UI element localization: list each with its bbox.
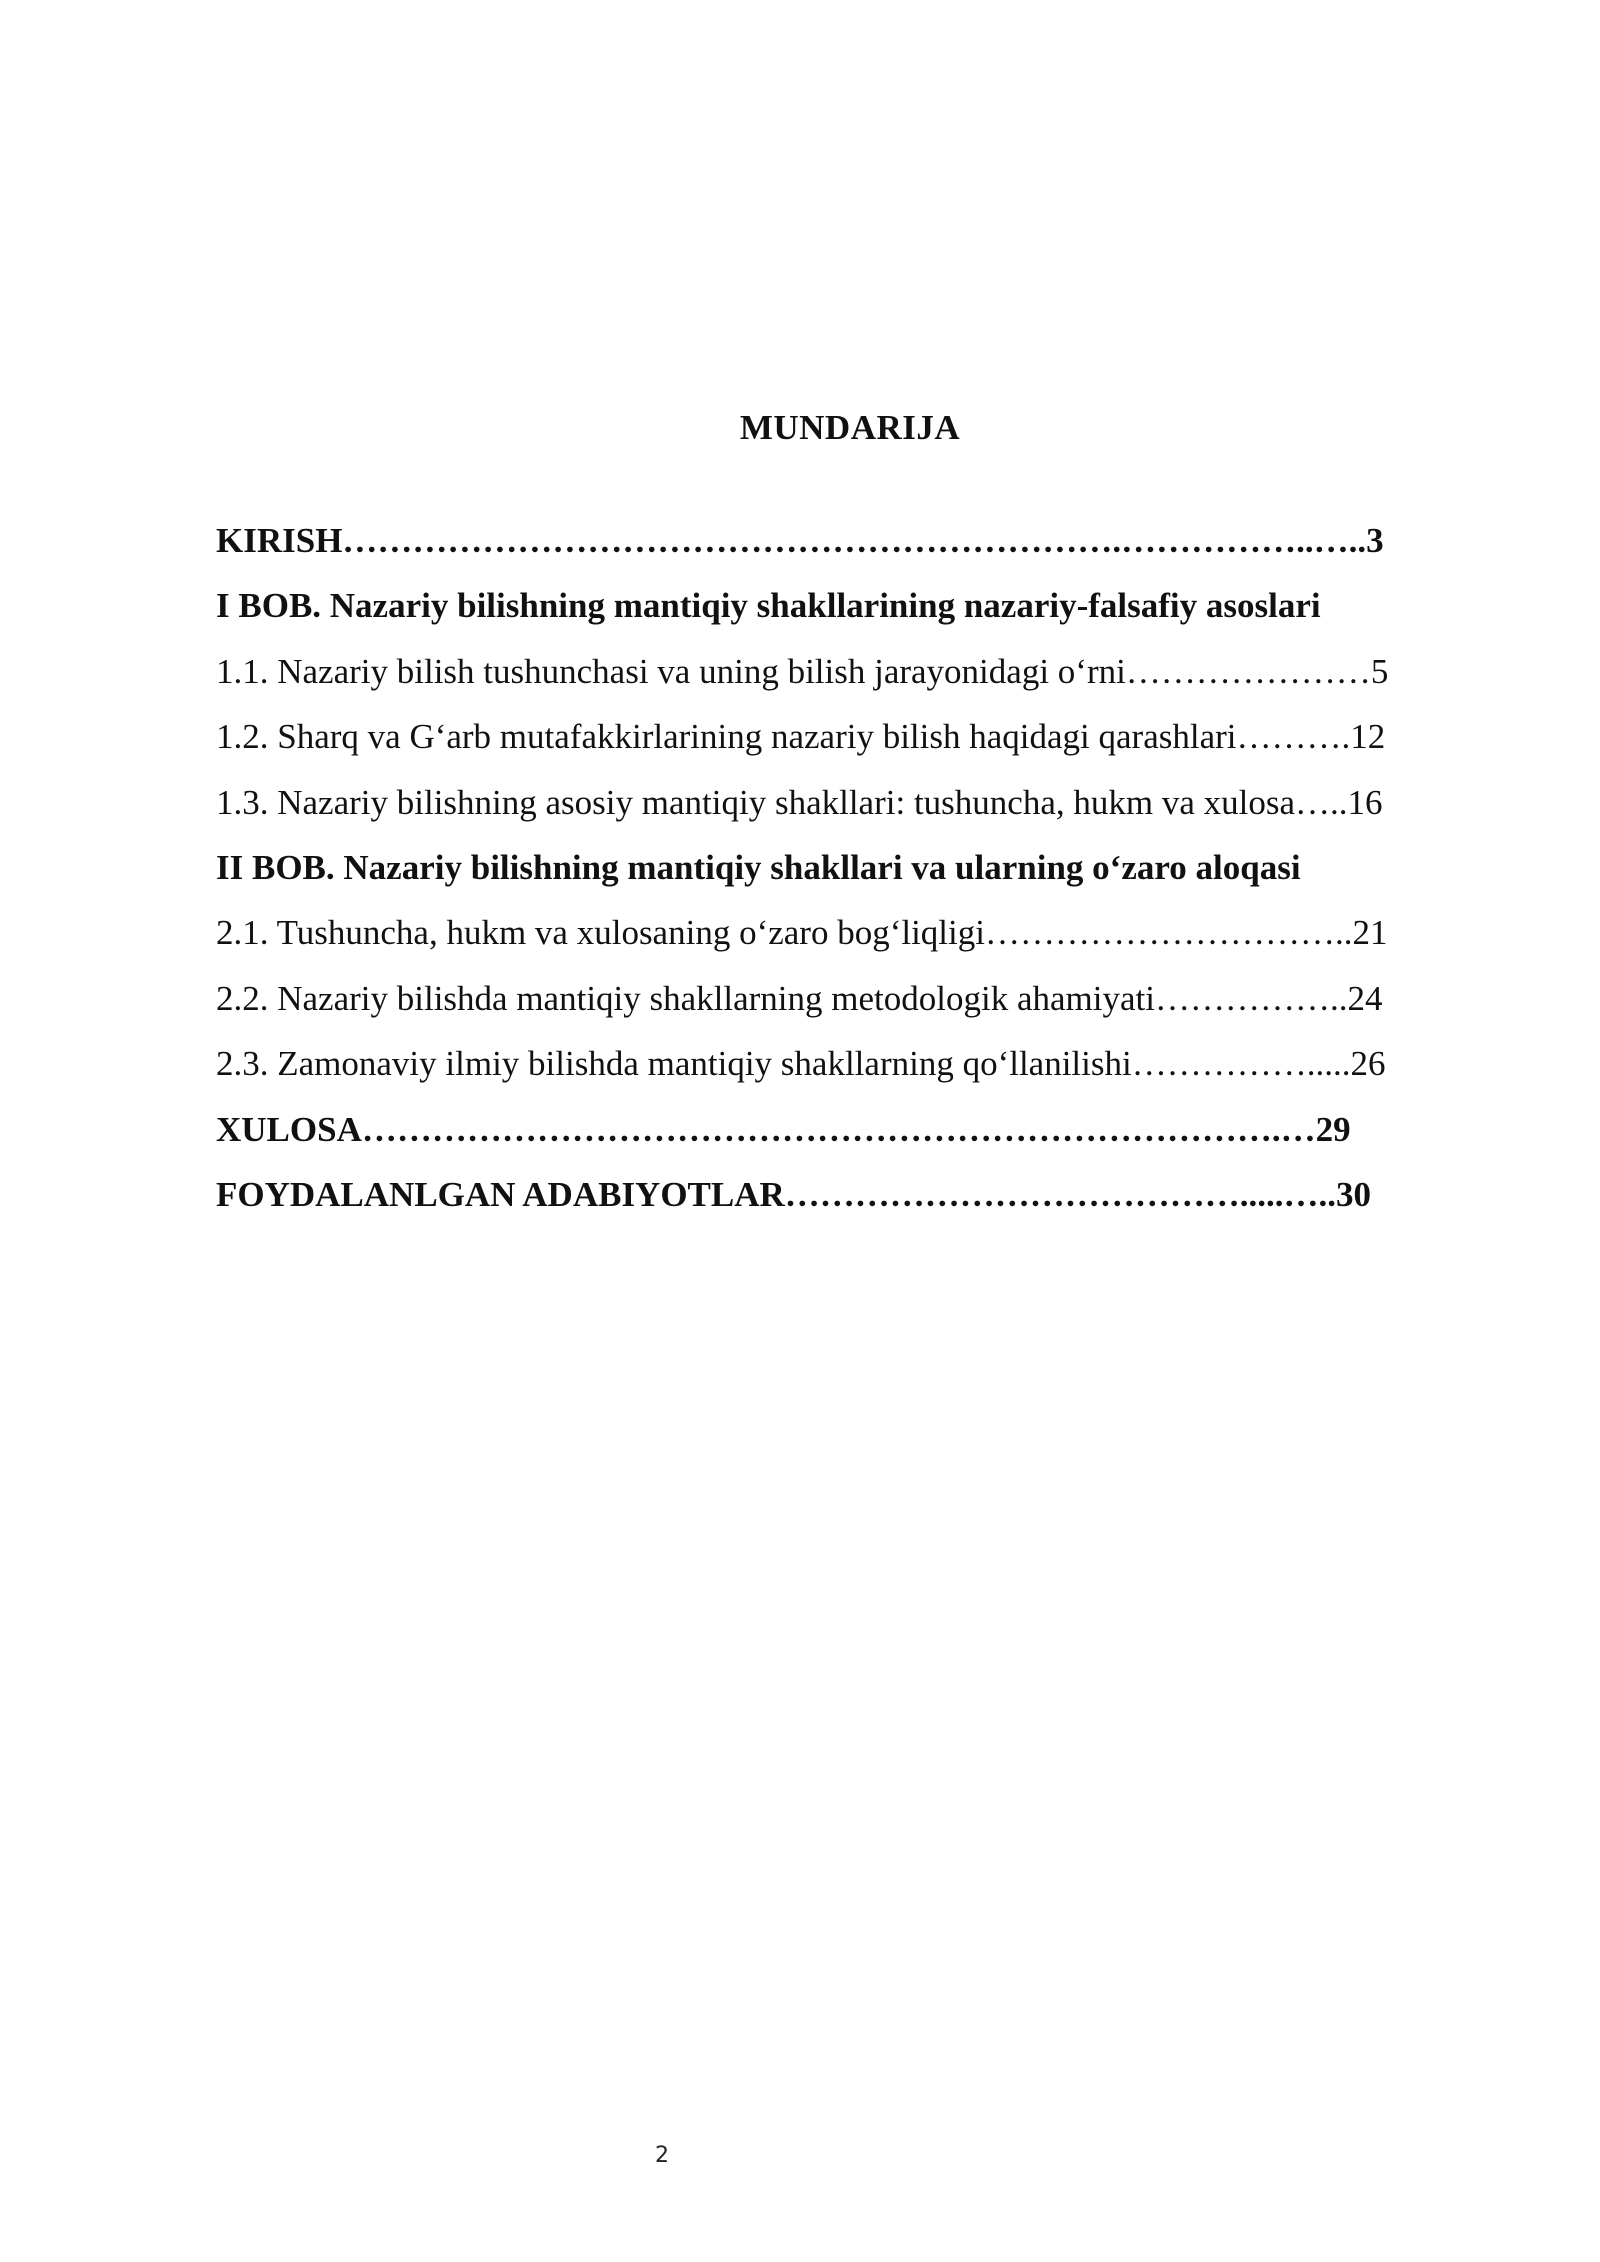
table-of-contents — [216, 508, 1516, 1227]
toc-entry-section-1-3: 1.3. Nazariy bilishning asosiy mantiqiy shakllari: tushuncha, hukm va xulosa…..16 — [216, 782, 1383, 822]
toc-entry-kirish: KIRISH………………………………………………………….……………..…..3 — [216, 521, 1384, 560]
toc-entry-chapter-1: I BOB. Nazariy bilishning mantiqiy shakllarining nazariy-falsafiy asoslari — [216, 586, 1321, 626]
toc-entry-references: FOYDALANLGAN ADABIYOTLAR………………………………….....…..30 — [216, 1174, 1372, 1214]
toc-entry-section-1-1: 1.1. Nazariy bilish tushunchasi va uning bilish jarayonidagi o‘rni…………………5 — [216, 651, 1389, 691]
page-number: 2 — [655, 2143, 669, 2168]
toc-entry-section-2-3: 2.3. Zamonaviy ilmiy bilishda mantiqiy shakllarning qo‘llanilishi…………….....26 — [216, 1044, 1386, 1084]
page-title: MUNDARIJA — [739, 408, 961, 447]
toc-entry-xulosa: XULOSA…………………………………………………………………….…29 — [216, 1109, 1351, 1149]
toc-entry-section-2-1: 2.1. Tushuncha, hukm va xulosaning o‘zaro bog‘liqligi…………………………..21 — [216, 913, 1388, 953]
toc-entry-chapter-2: II BOB. Nazariy bilishning mantiqiy shakllari va ularning o‘zaro aloqasi — [216, 847, 1301, 887]
toc-entry-section-2-2: 2.2. Nazariy bilishda mantiqiy shakllarning metodologik ahamiyati……………..24 — [216, 978, 1383, 1018]
toc-entry-section-1-2: 1.2. Sharq va G‘arb mutafakkirlarining nazariy bilish haqidagi qarashlari……….12 — [216, 717, 1386, 757]
